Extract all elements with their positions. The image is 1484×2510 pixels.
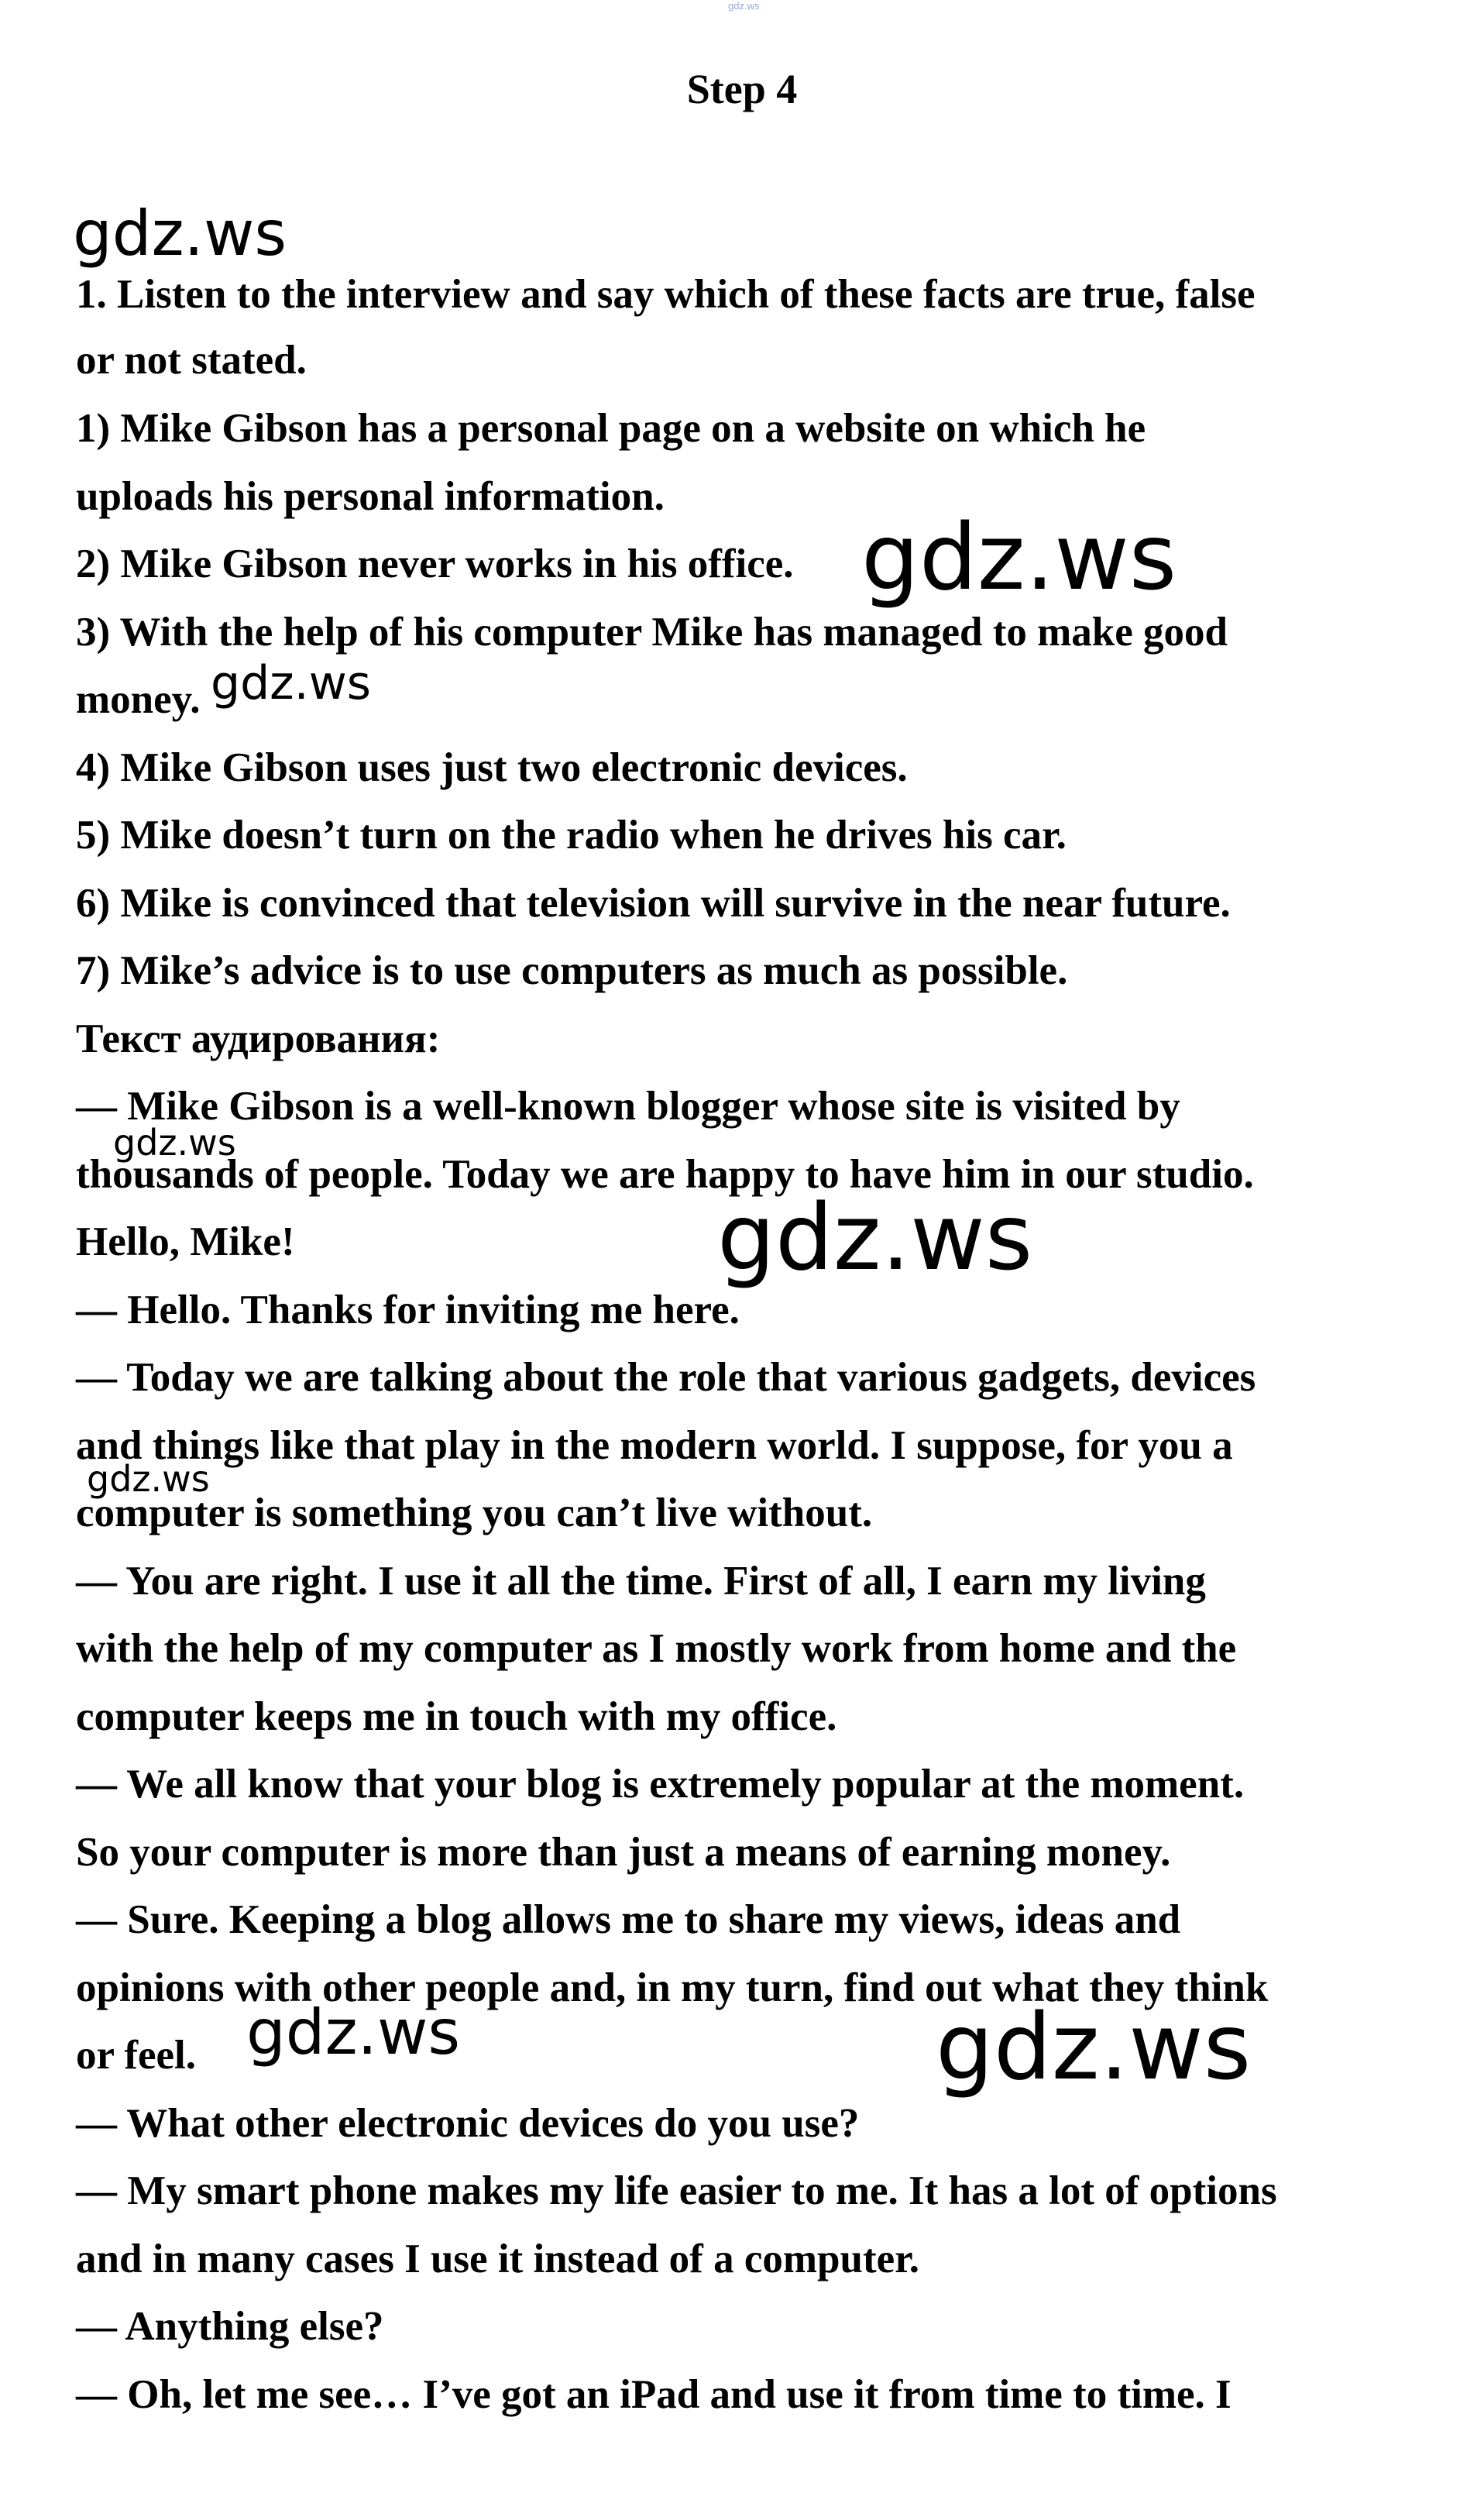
text-line: — What other electronic devices do you use? [76,2101,860,2146]
text-line: computer keeps me in touch with my office. [76,1694,837,1739]
text-line: thousands of people. Today we are happy to have him in our studio. [76,1152,1254,1197]
text-line: money. [76,677,201,722]
text-line: 2) Mike Gibson never works in his office. [76,542,794,586]
text-line: 6) Mike is convinced that television will survive in the near future. [76,881,1231,926]
text-line: or feel. [76,2033,196,2078]
text-line: — Oh, let me see… I’ve got an iPad and use it from time to time. I [76,2372,1232,2417]
text-line: computer is something you can’t live without. [76,1491,873,1535]
page-title: Step 4 [686,66,798,112]
watermark-text: gdz.ws [73,198,287,270]
text-line: Текст аудирования: [76,1016,441,1061]
watermark-text: gdz.ws [87,1458,210,1500]
watermark-text: gdz.ws [246,1996,461,2068]
text-line: 4) Mike Gibson uses just two electronic devices. [76,745,908,790]
watermark-text: gdz.ws [717,1184,1033,1291]
text-line: opinions with other people and, in my turn, find out what they think [76,1965,1269,2010]
text-line: 3) With the help of his computer Mike has managed to make good [76,610,1228,655]
text-line: — You are right. I use it all the time. First of all, I earn my living [76,1559,1206,1604]
text-line: So your computer is more than just a means of earning money. [76,1830,1171,1875]
text-line: with the help of my computer as I mostly work from home and the [76,1626,1237,1671]
source-mark: gdz.ws [728,0,760,12]
text-line: — Anything else? [76,2304,384,2349]
watermark-text: gdz.ws [861,504,1177,610]
watermark-text: gdz.ws [211,656,372,710]
text-line: or not stated. [76,338,307,383]
text-line: 5) Mike doesn’t turn on the radio when he drives his car. [76,813,1067,858]
text-line: and in many cases I use it instead of a computer. [76,2237,920,2281]
text-line: — Sure. Keeping a blog allows me to share my views, ideas and [76,1897,1181,1942]
text-line: 1. Listen to the interview and say which of these facts are true, false [76,272,1256,317]
text-line: — Hello. Thanks for inviting me here. [76,1288,740,1332]
text-line: — Today we are talking about the role that various gadgets, devices [76,1355,1256,1400]
text-line: 7) Mike’s advice is to use computers as much as possible. [76,948,1068,993]
text-line: — We all know that your blog is extremely popular at the moment. [76,1762,1245,1807]
text-line: uploads his personal information. [76,474,665,519]
watermark-text: gdz.ws [113,1122,236,1164]
text-line: 1) Mike Gibson has a personal page on a website on which he [76,406,1146,451]
text-line: — My smart phone makes my life easier to me. It has a lot of options [76,2168,1277,2213]
text-line: Hello, Mike! [76,1219,295,1264]
watermark-text: gdz.ws [936,1993,1252,2100]
text-line: and things like that play in the modern world. I suppose, for you a [76,1423,1233,1468]
text-line: — Mike Gibson is a well-known blogger whose site is visited by [76,1084,1180,1129]
